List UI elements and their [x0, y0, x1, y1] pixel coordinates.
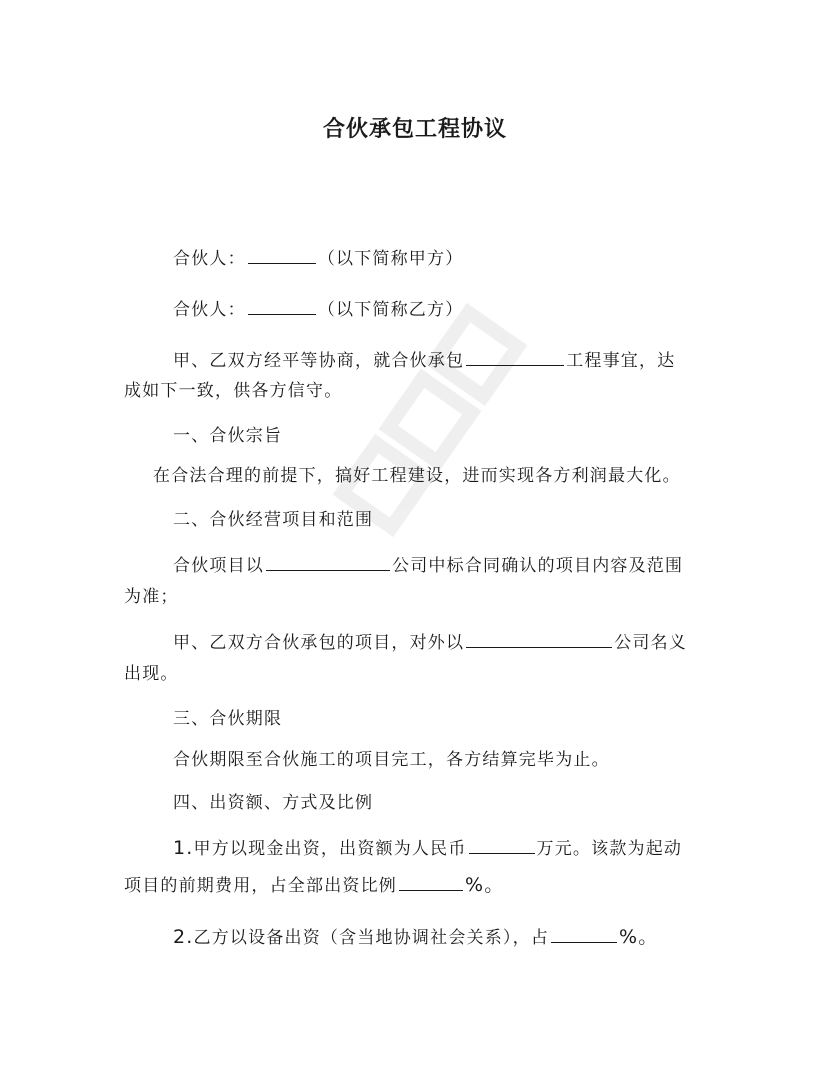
section-2-p1-text-1: 合伙项目以 [173, 556, 264, 576]
section-2-p2-text-1: 甲、乙双方合伙承包的项目，对外以 [173, 633, 465, 653]
document-title: 合伙承包工程协议 [322, 117, 507, 142]
party-a-blank [248, 246, 316, 264]
section-4-item-2 [173, 925, 659, 950]
section-4-item-1-line-1 [173, 836, 682, 861]
intro-line-1 [173, 348, 675, 373]
party-b-line [173, 297, 463, 322]
intro-text-2: 工程事宜，达 [566, 351, 676, 371]
section-2-p1-text-2: 公司中标合同确认的项目内容及范围 [392, 556, 684, 576]
party-a-suffix: （以下简称甲方） [317, 249, 464, 269]
item-1-number: 1. [173, 837, 194, 859]
section-1-text: 在合法合理的前提下，搞好工程建设，进而实现各方利润最大化。 [153, 466, 681, 486]
company-blank-2 [466, 630, 612, 648]
ratio-blank-2 [551, 925, 617, 943]
item-1-text-1: 甲方以现金出资，出资额为人民币 [193, 839, 467, 859]
section-2-p1-line-1 [173, 553, 683, 578]
item-2-number: 2. [173, 926, 194, 948]
watermark-graphic [300, 300, 560, 540]
section-2-heading: 二、合伙经营项目和范围 [173, 510, 374, 530]
item-2-text-2: %。 [619, 926, 659, 948]
item-1-text-3: 项目的前期费用，占全部出资比例 [124, 876, 397, 896]
section-3-heading: 三、合伙期限 [173, 709, 283, 729]
project-name-blank [466, 348, 564, 366]
intro-line-2: 成如下一致，供各方信守。 [124, 381, 343, 401]
section-2-p2-line-2: 出现。 [124, 664, 179, 684]
item-1-text-4: %。 [465, 874, 505, 896]
amount-blank [469, 836, 535, 854]
section-1-heading: 一、合伙宗旨 [173, 426, 283, 446]
section-4-heading: 四、出资额、方式及比例 [173, 793, 374, 813]
section-2-p2-text-2: 公司名义 [614, 633, 688, 653]
intro-text-1: 甲、乙双方经平等协商，就合伙承包 [173, 351, 465, 371]
section-3-text: 合伙期限至合伙施工的项目完工，各方结算完毕为止。 [173, 750, 610, 770]
party-a-line [173, 246, 463, 271]
section-2-p1-line-2: 为准； [124, 587, 179, 607]
party-b-suffix: （以下简称乙方） [317, 300, 464, 320]
item-2-text-1: 乙方以设备出资（含当地协调社会关系），占 [193, 928, 550, 948]
ratio-blank-1 [399, 873, 463, 891]
company-blank-1 [266, 553, 390, 571]
item-1-text-2: 万元。该款为起动 [536, 839, 683, 859]
party-b-blank [248, 297, 316, 315]
section-4-item-1-line-2 [124, 873, 504, 898]
party-a-label: 合伙人： [173, 249, 246, 269]
party-b-label: 合伙人： [173, 300, 246, 320]
section-2-p2-line-1 [173, 630, 687, 655]
